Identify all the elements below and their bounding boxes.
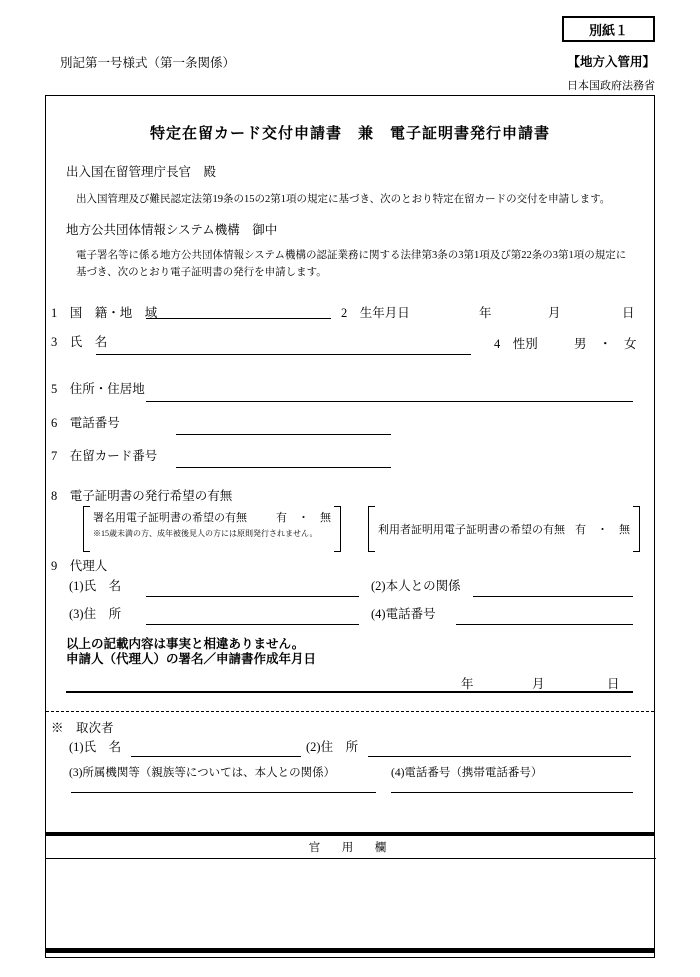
intermediary-name-label: (1)氏 名 <box>69 740 122 754</box>
section-separator-dashed-line <box>46 711 654 712</box>
agent-address-label: (3)住 所 <box>69 607 122 621</box>
birthdate-year-label: 年 <box>479 306 492 320</box>
declaration-line-1: 以上の記載内容は事実と相違ありません。 <box>66 637 305 651</box>
left-bracket-icon <box>368 506 375 552</box>
form-title: 特定在留カード交付申請書 兼 電子証明書発行申請書 <box>149 126 550 142</box>
address-label: 5 住所・住居地 <box>51 382 145 396</box>
phone-label: 6 電話番号 <box>51 416 120 430</box>
residence-card-label: 7 在留カード番号 <box>51 449 158 463</box>
agent-relation-label: (2)本人との関係 <box>371 579 461 593</box>
office-use-note: 【地方入管用】 <box>567 55 655 69</box>
agent-section-label: 9 代理人 <box>51 559 108 573</box>
agent-phone-label: (4)電話番号 <box>371 607 436 621</box>
intermediary-section-label: ※ 取次者 <box>51 721 114 735</box>
agent-name-label: (1)氏 名 <box>69 579 122 593</box>
intermediary-org-label: (3)所属機関等（親族等については、本人との関係） <box>69 767 336 779</box>
user-cert-options: 有 ・ 無 <box>575 524 630 536</box>
signature-field-line <box>66 691 633 693</box>
user-cert-group <box>368 506 640 552</box>
nationality-label: 1 国 籍・地 域 <box>51 306 158 320</box>
addressee-immigration: 出入国在留管理庁長官 殿 <box>66 165 217 179</box>
intermediary-address-label: (2)住 所 <box>306 740 359 754</box>
intermediary-address-field-line <box>368 756 631 757</box>
phone-field-line <box>176 434 391 435</box>
name-label: 3 氏 名 <box>51 335 108 349</box>
agent-address-field-line <box>146 624 359 625</box>
ministry-name: 日本国政府法務省 <box>567 80 655 92</box>
bottom-bar <box>46 948 654 953</box>
signature-cert-group <box>83 506 341 552</box>
intermediary-name-field-line <box>131 756 301 757</box>
signature-cert-label: 署名用電子証明書の希望の有無 <box>93 512 247 524</box>
birthdate-day-label: 日 <box>622 306 635 320</box>
residence-card-field-line <box>176 467 391 468</box>
official-use-top-bar <box>46 832 654 836</box>
official-use-label: 官 用 欄 <box>308 842 392 854</box>
attachment-number-box <box>562 16 655 42</box>
birthdate-month-label: 月 <box>548 306 561 320</box>
signature-date-day-label: 日 <box>607 677 620 691</box>
right-bracket-icon <box>633 506 640 552</box>
nationality-field-line <box>146 318 331 319</box>
intermediary-phone-label: (4)電話番号（携帯電話番号） <box>391 767 543 779</box>
name-field-line <box>96 354 471 355</box>
signature-date-year-label: 年 <box>461 677 474 691</box>
intermediary-phone-field-line <box>391 792 633 793</box>
signature-cert-options: 有 ・ 無 <box>276 512 331 524</box>
user-cert-label: 利用者証明用電子証明書の希望の有無 <box>378 524 565 536</box>
intermediary-org-field-line <box>71 792 376 793</box>
official-use-divider-line <box>46 858 656 859</box>
agent-name-field-line <box>146 596 359 597</box>
attachment-number-label: 別紙１ <box>588 22 628 38</box>
form-style-note: 別記第一号様式（第一条関係） <box>60 56 236 70</box>
addressee-jlis: 地方公共団体情報システム機構 御中 <box>66 223 278 237</box>
sex-options: 男 ・ 女 <box>574 337 637 351</box>
cert-section-label: 8 電子証明書の発行希望の有無 <box>51 489 233 503</box>
address-field-line <box>146 401 633 402</box>
declaration-line-2: 申請人（代理人）の署名／申請書作成年月日 <box>66 652 317 666</box>
application-form <box>45 95 655 958</box>
sex-label: 4 性別 <box>494 337 538 351</box>
signature-cert-note: ※15歳未満の方、成年被後見人の方には原則発行されません。 <box>93 529 318 538</box>
statement-card: 出入国管理及び難民認定法第19条の15の2第1項の規定に基づき、次のとおり特定在留カードの交付を申請します。 <box>76 194 611 205</box>
signature-date-month-label: 月 <box>532 677 545 691</box>
right-bracket-icon <box>334 506 341 552</box>
agent-phone-field-line <box>456 624 633 625</box>
left-bracket-icon <box>83 506 90 552</box>
statement-cert: 電子署名等に係る地方公共団体情報システム機構の認証業務に関する法律第3条の3第1項及び第22条の3第1項の規定に基づき、次のとおり電子証明書の発行を申請します。 <box>76 250 627 278</box>
birthdate-label: 2 生年月日 <box>341 306 410 320</box>
agent-relation-field-line <box>473 596 633 597</box>
